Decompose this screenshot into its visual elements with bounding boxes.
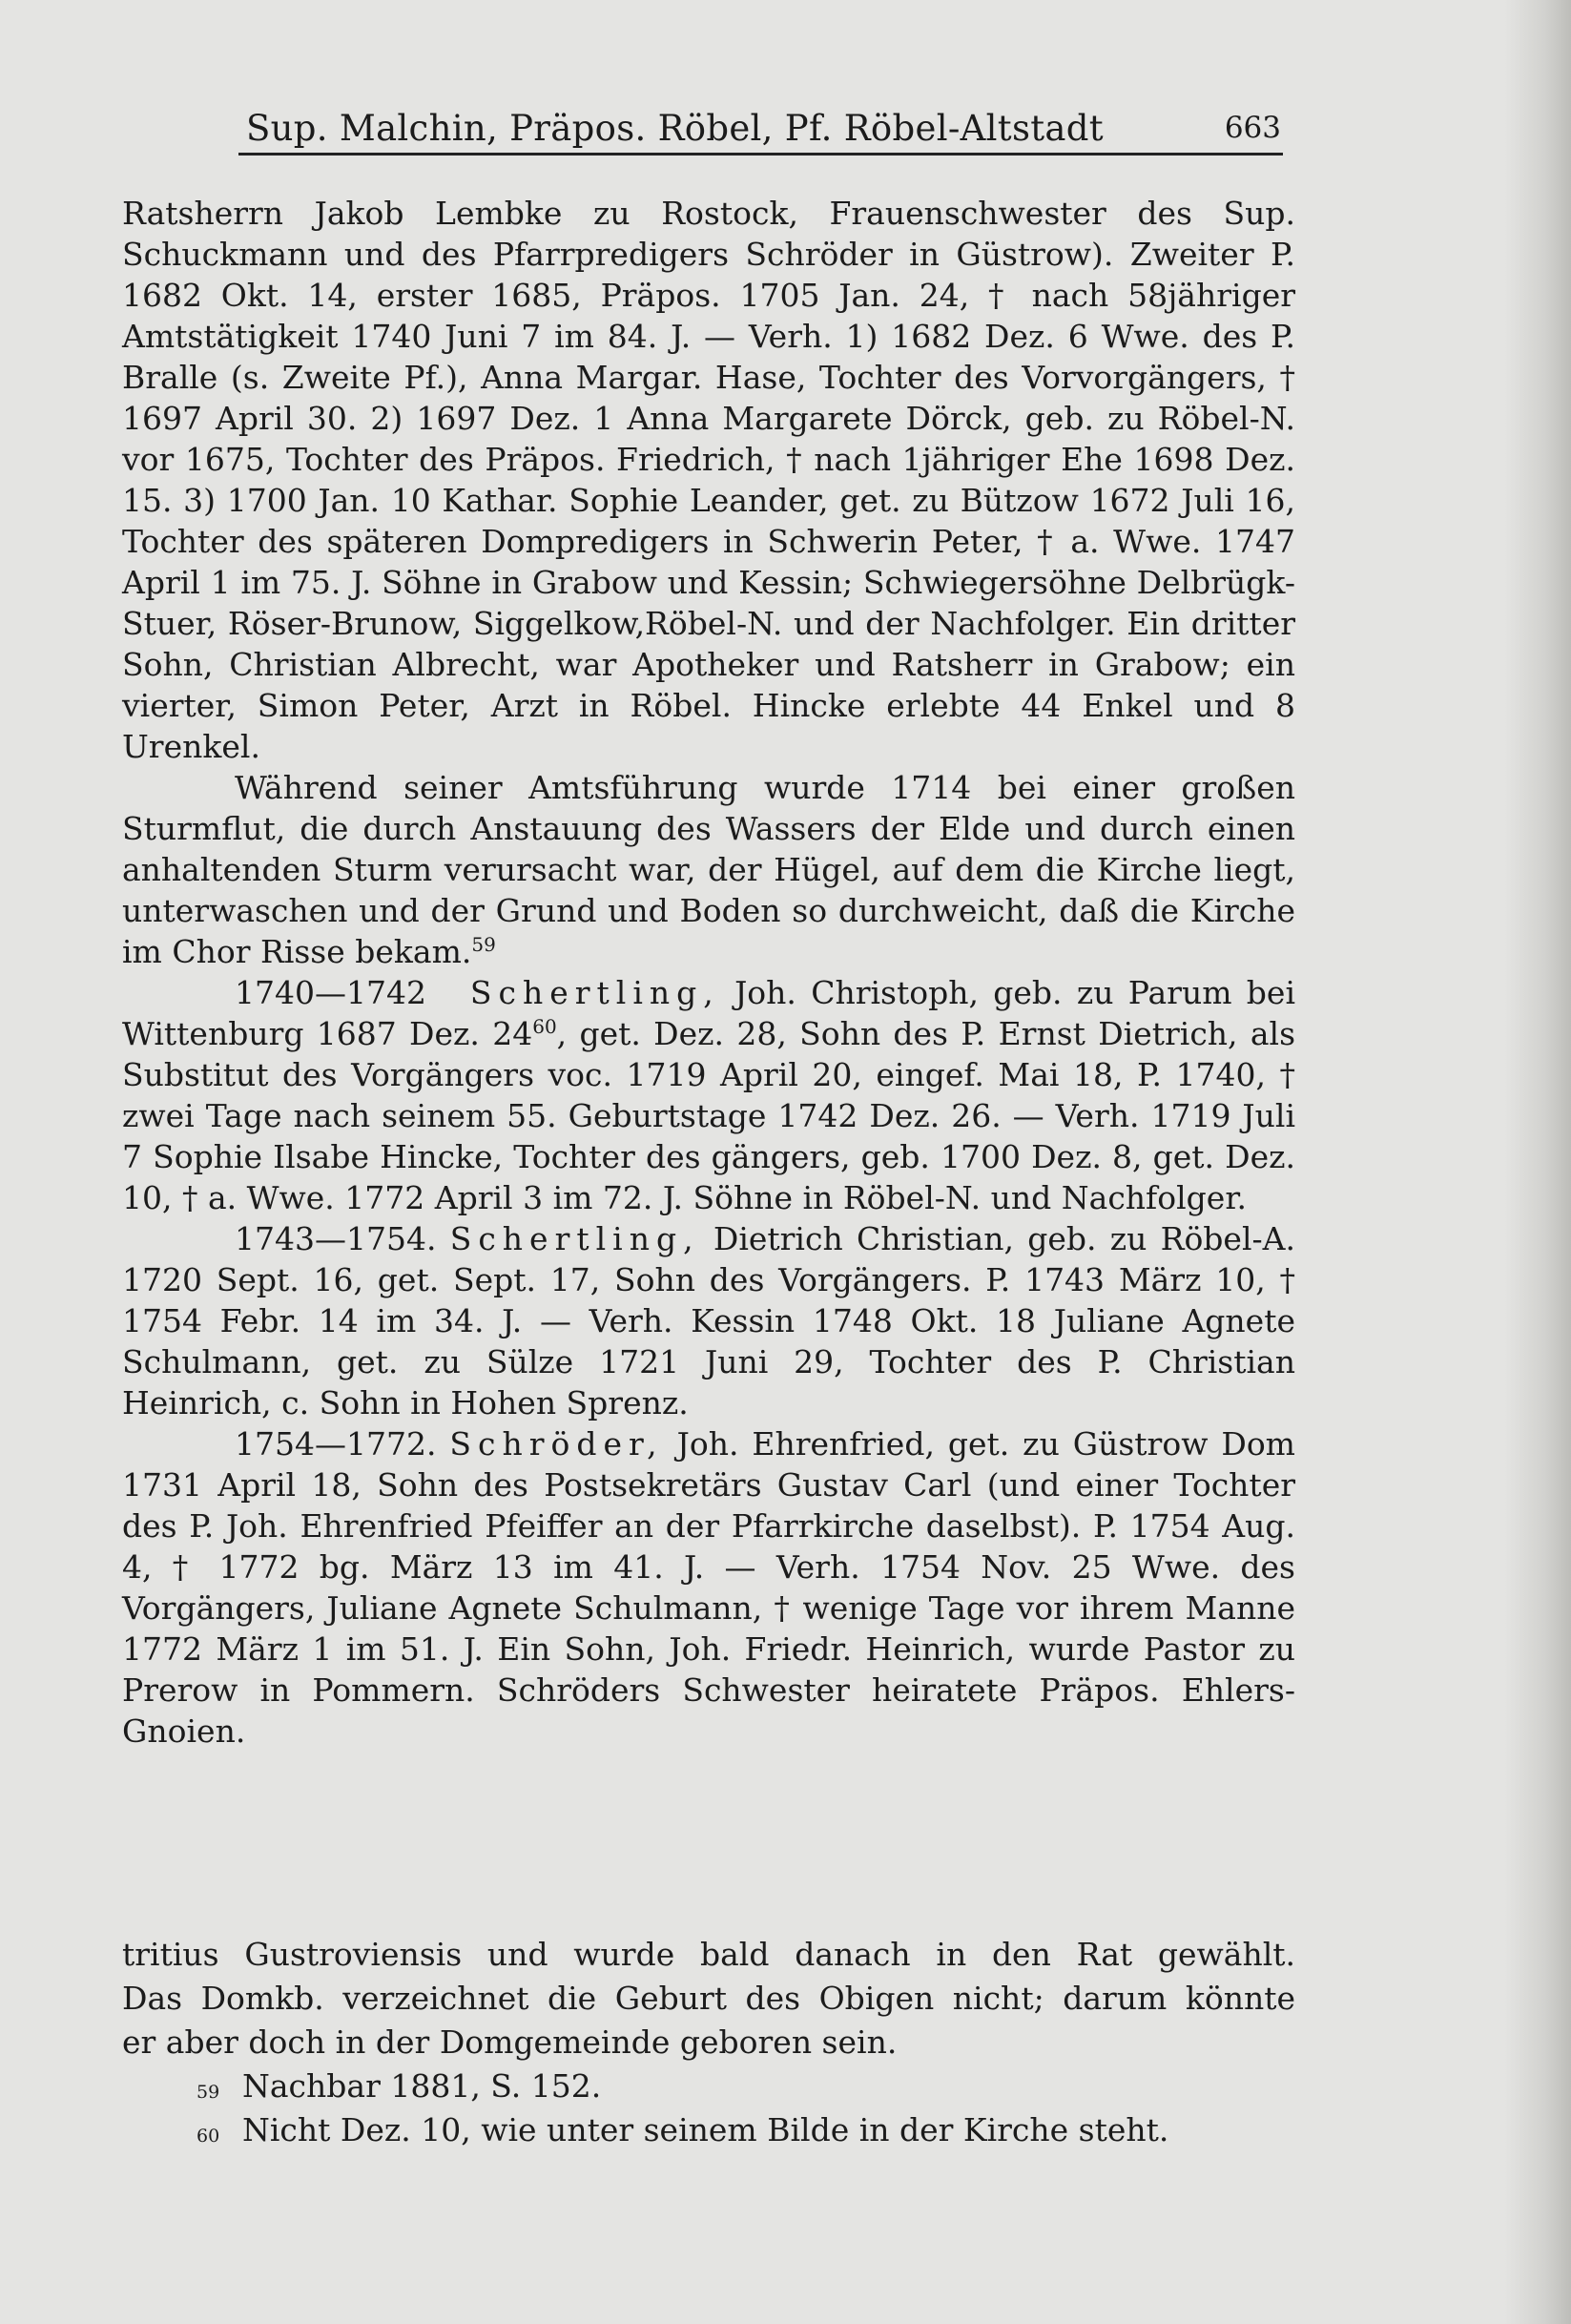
entry-surname: Schertling,	[469, 974, 720, 1011]
running-head: Sup. Malchin, Präpos. Röbel, Pf. Röbel-Altstadt	[246, 108, 1104, 149]
entry-years: 1740—1742	[235, 974, 426, 1011]
entry-years: 1754—1772.	[235, 1425, 437, 1463]
entry-text: Dietrich Christian, geb. zu Röbel-A. 1720 Sept. 16, get. Sept. 17, Sohn des Vorgängers. P. 1743 März 10, † 1754 Febr. 14 im 34. J. — Verh. Kessin 1748 Okt. 18 Juliane Agnete Schulmann, get. zu Sülze 1721 Juni 29, Tochter des P. Christian Heinrich, c. Sohn in Hohen Sprenz.	[122, 1220, 1295, 1421]
footnote-59	[122, 2065, 1295, 2108]
footnote-number: 59	[196, 2082, 220, 2103]
entry-schertling-johann-christoph	[122, 972, 1295, 1218]
footnote-ref-60: 60	[532, 1015, 557, 1038]
footnote-text: Nachbar 1881, S. 152.	[242, 2067, 602, 2105]
entry-text-continued: , get. Dez. 28, Sohn des P. Ernst Dietrich, als Substitut des Vorgängers voc. 1719 April 20, eingef. Mai 18, P. 1740, † zwei Tage nach seinem 55. Geburtstage 1742 Dez. 26. — Verh. 1719 Juli 7 Sophie Ilsabe Hincke, Tochter des gängers, geb. 1700 Dez. 8, get. Dez. 10, † a. Wwe. 1772 April 3 im 72. J. Söhne in Röbel-N. und Nachfolger.	[122, 1015, 1296, 1216]
footnotes	[122, 1933, 1295, 2152]
footnote-continuation-line: er aber doch in der Domgemeinde geboren sein.	[122, 2023, 898, 2061]
footnote-continuation-line: tritius Gustroviensis und wurde bald danach in den Rat gewählt.	[122, 1936, 1295, 1973]
entry-schroeder-johann-ehrenfried	[122, 1423, 1295, 1752]
entry-text: Joh. Christoph, geb. zu Parum bei Wittenburg 1687 Dez. 24	[122, 974, 1295, 1052]
paragraph-storm-flood	[122, 767, 1295, 972]
footnote-number: 60	[196, 2126, 220, 2147]
entry-surname: Schröder,	[449, 1425, 664, 1463]
paragraph-text: Während seiner Amtsführung wurde 1714 bei einer großen Sturmflut, die durch Anstauung des Wassers der Elde und durch einen anhaltenden Sturm verursacht war, der Hügel, auf dem die Kirche liegt, unterwaschen und der Grund und Boden so durchweicht, daß die Kirche im Chor Risse bekam.	[122, 769, 1295, 970]
footnote-60	[122, 2108, 1295, 2152]
entry-schertling-dietrich-christian	[122, 1218, 1295, 1423]
paragraph-hincke-continued: Ratsherrn Jakob Lembke zu Rostock, Frauenschwester des Sup. Schuckmann und des Pfarrpredigers Schröder in Güstrow). Zweiter P. 1682 Okt. 14, erster 1685, Präpos. 1705 Jan. 24, † nach 58jähriger Amtstätigkeit 1740 Juni 7 im 84. J. — Verh. 1) 1682 Dez. 6 Wwe. des P. Bralle (s. Zweite Pf.), Anna Margar. Hase, Tochter des Vorvorgängers, † 1697 April 30. 2) 1697 Dez. 1 Anna Margarete Dörck, geb. zu Röbel-N. vor 1675, Tochter des Präpos. Friedrich, † nach 1jähriger Ehe 1698 Dez. 15. 3) 1700 Jan. 10 Kathar. Sophie Leander, get. zu Bützow 1672 Juli 16, Tochter des späteren Dompredigers in Schwerin Peter, † a. Wwe. 1747 April 1 im 75. J. Söhne in Grabow und Kessin; Schwiegersöhne Delbrügk-Stuer, Röser-Brunow, Siggelkow,Röbel-N. und der Nachfolger. Ein dritter Sohn, Christian Albrecht, war Apotheker und Ratsherr in Grabow; ein vierter, Simon Peter, Arzt in Röbel. Hincke erlebte 44 Enkel und 8 Urenkel.	[122, 195, 1295, 765]
entry-text: Joh. Ehrenfried, get. zu Güstrow Dom 1731 April 18, Sohn des Postsekretärs Gustav Carl (und einer Tochter des P. Joh. Ehrenfried Pfeiffer an der Pfarrkirche daselbst). P. 1754 Aug. 4, † 1772 bg. März 13 im 41. J. — Verh. 1754 Nov. 25 Wwe. des Vorgängers, Juliane Agnete Schulmann, † wenige Tage vor ihrem Manne 1772 März 1 im 51. J. Ein Sohn, Joh. Friedr. Heinrich, wurde Pastor zu Prerow in Pommern. Schröders Schwester heiratete Präpos. Ehlers-Gnoien.	[122, 1425, 1295, 1750]
page-number: 663	[1224, 111, 1281, 145]
page-header	[238, 105, 1283, 156]
entry-years: 1743—1754.	[235, 1220, 437, 1257]
footnote-ref-59: 59	[471, 933, 496, 956]
entry-surname: Schertling,	[449, 1220, 700, 1257]
footnote-text: Nicht Dez. 10, wie unter seinem Bilde in der Kirche steht.	[242, 2111, 1169, 2148]
main-text	[122, 193, 1295, 1752]
footnote-continuation-line: Das Domkb. verzeichnet die Geburt des Obigen nicht; darum könnte	[122, 1980, 1295, 2017]
